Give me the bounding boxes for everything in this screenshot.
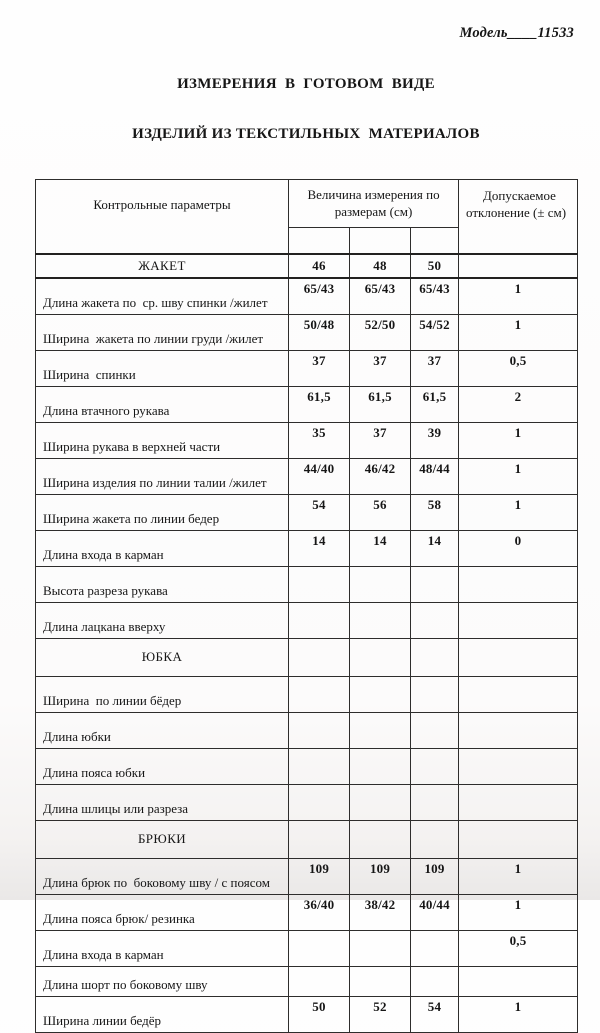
deviation-value [459,677,578,713]
measurement-value-size-48: 65/43 [350,278,411,315]
measurement-value-size-50 [411,713,459,749]
measurement-value-size-48 [350,931,411,967]
measurement-value-size-46: 35 [289,423,350,459]
deviation-value: 1 [459,997,578,1033]
section-label: БРЮКИ [36,821,289,859]
table-row [36,495,578,531]
deviation-value [459,713,578,749]
measurement-value-size-48: 56 [350,495,411,531]
table-row [36,785,578,821]
size-subcell-1 [289,228,350,255]
size-subcell-3 [411,228,459,255]
measurement-value-size-46 [289,967,350,997]
title-line-2: ИЗДЕЛИЙ ИЗ ТЕКСТИЛЬНЫХ МАТЕРИАЛОВ [132,125,480,142]
row-label: Длина юбки [36,713,289,749]
measurement-value-size-46: 50 [289,997,350,1033]
deviation-value [459,567,578,603]
measurement-value-size-50 [411,639,459,677]
section-row [36,254,578,278]
row-label: Ширина рукава в верхней части [36,423,289,459]
table-row [36,351,578,387]
measurement-value-size-50 [411,821,459,859]
measurement-value-size-50 [411,567,459,603]
measurement-value-size-48 [350,749,411,785]
table-row [36,315,578,351]
measurement-value-size-46 [289,749,350,785]
row-label: Ширина изделия по линии талии /жилет [36,459,289,495]
row-label: Длина пояса юбки [36,749,289,785]
measurement-value-size-46 [289,603,350,639]
measurement-value-size-50: 61,5 [411,387,459,423]
deviation-value: 1 [459,459,578,495]
deviation-value [459,967,578,997]
measurement-value-size-50 [411,967,459,997]
section-row [36,821,578,859]
measurement-value-size-50: 58 [411,495,459,531]
row-label: Длина лацкана вверху [36,603,289,639]
measurement-value-size-46 [289,639,350,677]
measurement-value-size-46: 109 [289,859,350,895]
measurement-value-size-50 [411,785,459,821]
measurement-value-size-46 [289,785,350,821]
row-label: Длина жакета по ср. шву спинки /жилет [36,278,289,315]
row-label: Ширина жакета по линии бедер [36,495,289,531]
measurement-value-size-50 [411,677,459,713]
measurement-value-size-50: 54/52 [411,315,459,351]
deviation-value [459,749,578,785]
measurement-value-size-50: 14 [411,531,459,567]
measurement-value-size-46 [289,677,350,713]
size-subcell-2 [350,228,411,255]
measurement-value-size-50: 40/44 [411,895,459,931]
deviation-value: 1 [459,315,578,351]
deviation-value [459,821,578,859]
row-label: Ширина жакета по линии груди /жилет [36,315,289,351]
row-label: Ширина по линии бёдер [36,677,289,713]
section-label: ЮБКА [36,639,289,677]
measurement-value-size-48: 109 [350,859,411,895]
measurement-value-size-48: 46/42 [350,459,411,495]
measurement-value-size-48: 38/42 [350,895,411,931]
column-header-parameters: Контрольные параметры [36,180,289,255]
document-title [35,43,577,175]
measurement-value-size-46: 36/40 [289,895,350,931]
measurement-value-size-46: 46 [289,254,350,278]
deviation-value [459,785,578,821]
measurement-value-size-48: 37 [350,351,411,387]
measurement-value-size-46 [289,713,350,749]
measurement-value-size-46: 14 [289,531,350,567]
table-row [36,459,578,495]
title-line-1: ИЗМЕРЕНИЯ В ГОТОВОМ ВИДЕ [177,76,435,92]
measurement-value-size-46 [289,821,350,859]
measurement-value-size-50: 50 [411,254,459,278]
deviation-value: 0 [459,531,578,567]
measurement-value-size-48: 37 [350,423,411,459]
deviation-value: 1 [459,278,578,315]
row-label: Высота разреза рукава [36,567,289,603]
measurements-table [35,179,578,1033]
table-row [36,278,578,315]
measurement-value-size-50: 48/44 [411,459,459,495]
deviation-value: 1 [459,895,578,931]
table-row [36,749,578,785]
table-row [36,859,578,895]
section-row [36,639,578,677]
table-row [36,603,578,639]
deviation-value [459,603,578,639]
measurement-value-size-48: 52 [350,997,411,1033]
table-row [36,567,578,603]
measurement-value-size-50: 65/43 [411,278,459,315]
section-label: ЖАКЕТ [36,254,289,278]
measurement-value-size-46: 65/43 [289,278,350,315]
measurement-value-size-46: 37 [289,351,350,387]
measurement-value-size-48 [350,785,411,821]
measurement-value-size-50 [411,749,459,785]
model-number: Модель____11533 [459,25,574,41]
column-header-deviation: Допускаемое отклонение (± см) [459,180,578,255]
measurement-value-size-46: 44/40 [289,459,350,495]
row-label: Длина входа в карман [36,531,289,567]
measurement-value-size-46 [289,567,350,603]
measurement-value-size-48 [350,603,411,639]
measurement-value-size-50: 39 [411,423,459,459]
measurement-value-size-48 [350,821,411,859]
measurement-value-size-46: 50/48 [289,315,350,351]
measurement-value-size-46: 54 [289,495,350,531]
table-header-row [36,180,578,228]
deviation-value: 1 [459,495,578,531]
measurement-value-size-50 [411,931,459,967]
row-label: Длина шорт по боковому шву [36,967,289,997]
row-label: Длина пояса брюк/ резинка [36,895,289,931]
deviation-value [459,254,578,278]
row-label: Длина втачного рукава [36,387,289,423]
table-row [36,423,578,459]
deviation-value [459,639,578,677]
column-header-measurements: Величина измерения по размерам (см) [289,180,459,228]
measurement-value-size-48 [350,639,411,677]
measurement-value-size-48: 61,5 [350,387,411,423]
row-label: Ширина линии бедёр [36,997,289,1033]
measurement-value-size-48: 14 [350,531,411,567]
measurement-value-size-48 [350,967,411,997]
table-row [36,713,578,749]
measurement-value-size-48: 52/50 [350,315,411,351]
table-row [36,387,578,423]
table-row [36,997,578,1033]
measurement-value-size-48 [350,713,411,749]
measurement-value-size-46: 61,5 [289,387,350,423]
row-label: Ширина спинки [36,351,289,387]
row-label: Длина шлицы или разреза [36,785,289,821]
measurement-value-size-48 [350,567,411,603]
deviation-value: 0,5 [459,931,578,967]
measurement-value-size-48: 48 [350,254,411,278]
deviation-value: 1 [459,423,578,459]
measurement-value-size-50 [411,603,459,639]
measurement-value-size-48 [350,677,411,713]
measurement-value-size-46 [289,931,350,967]
measurement-value-size-50: 109 [411,859,459,895]
deviation-value: 0,5 [459,351,578,387]
deviation-value: 1 [459,859,578,895]
table-row [36,677,578,713]
measurement-value-size-50: 54 [411,997,459,1033]
row-label: Длина входа в карман [36,931,289,967]
measurement-value-size-50: 37 [411,351,459,387]
deviation-value: 2 [459,387,578,423]
row-label: Длина брюк по боковому шву / с поясом [36,859,289,895]
table-row [36,967,578,997]
table-row [36,531,578,567]
table-row [36,931,578,967]
